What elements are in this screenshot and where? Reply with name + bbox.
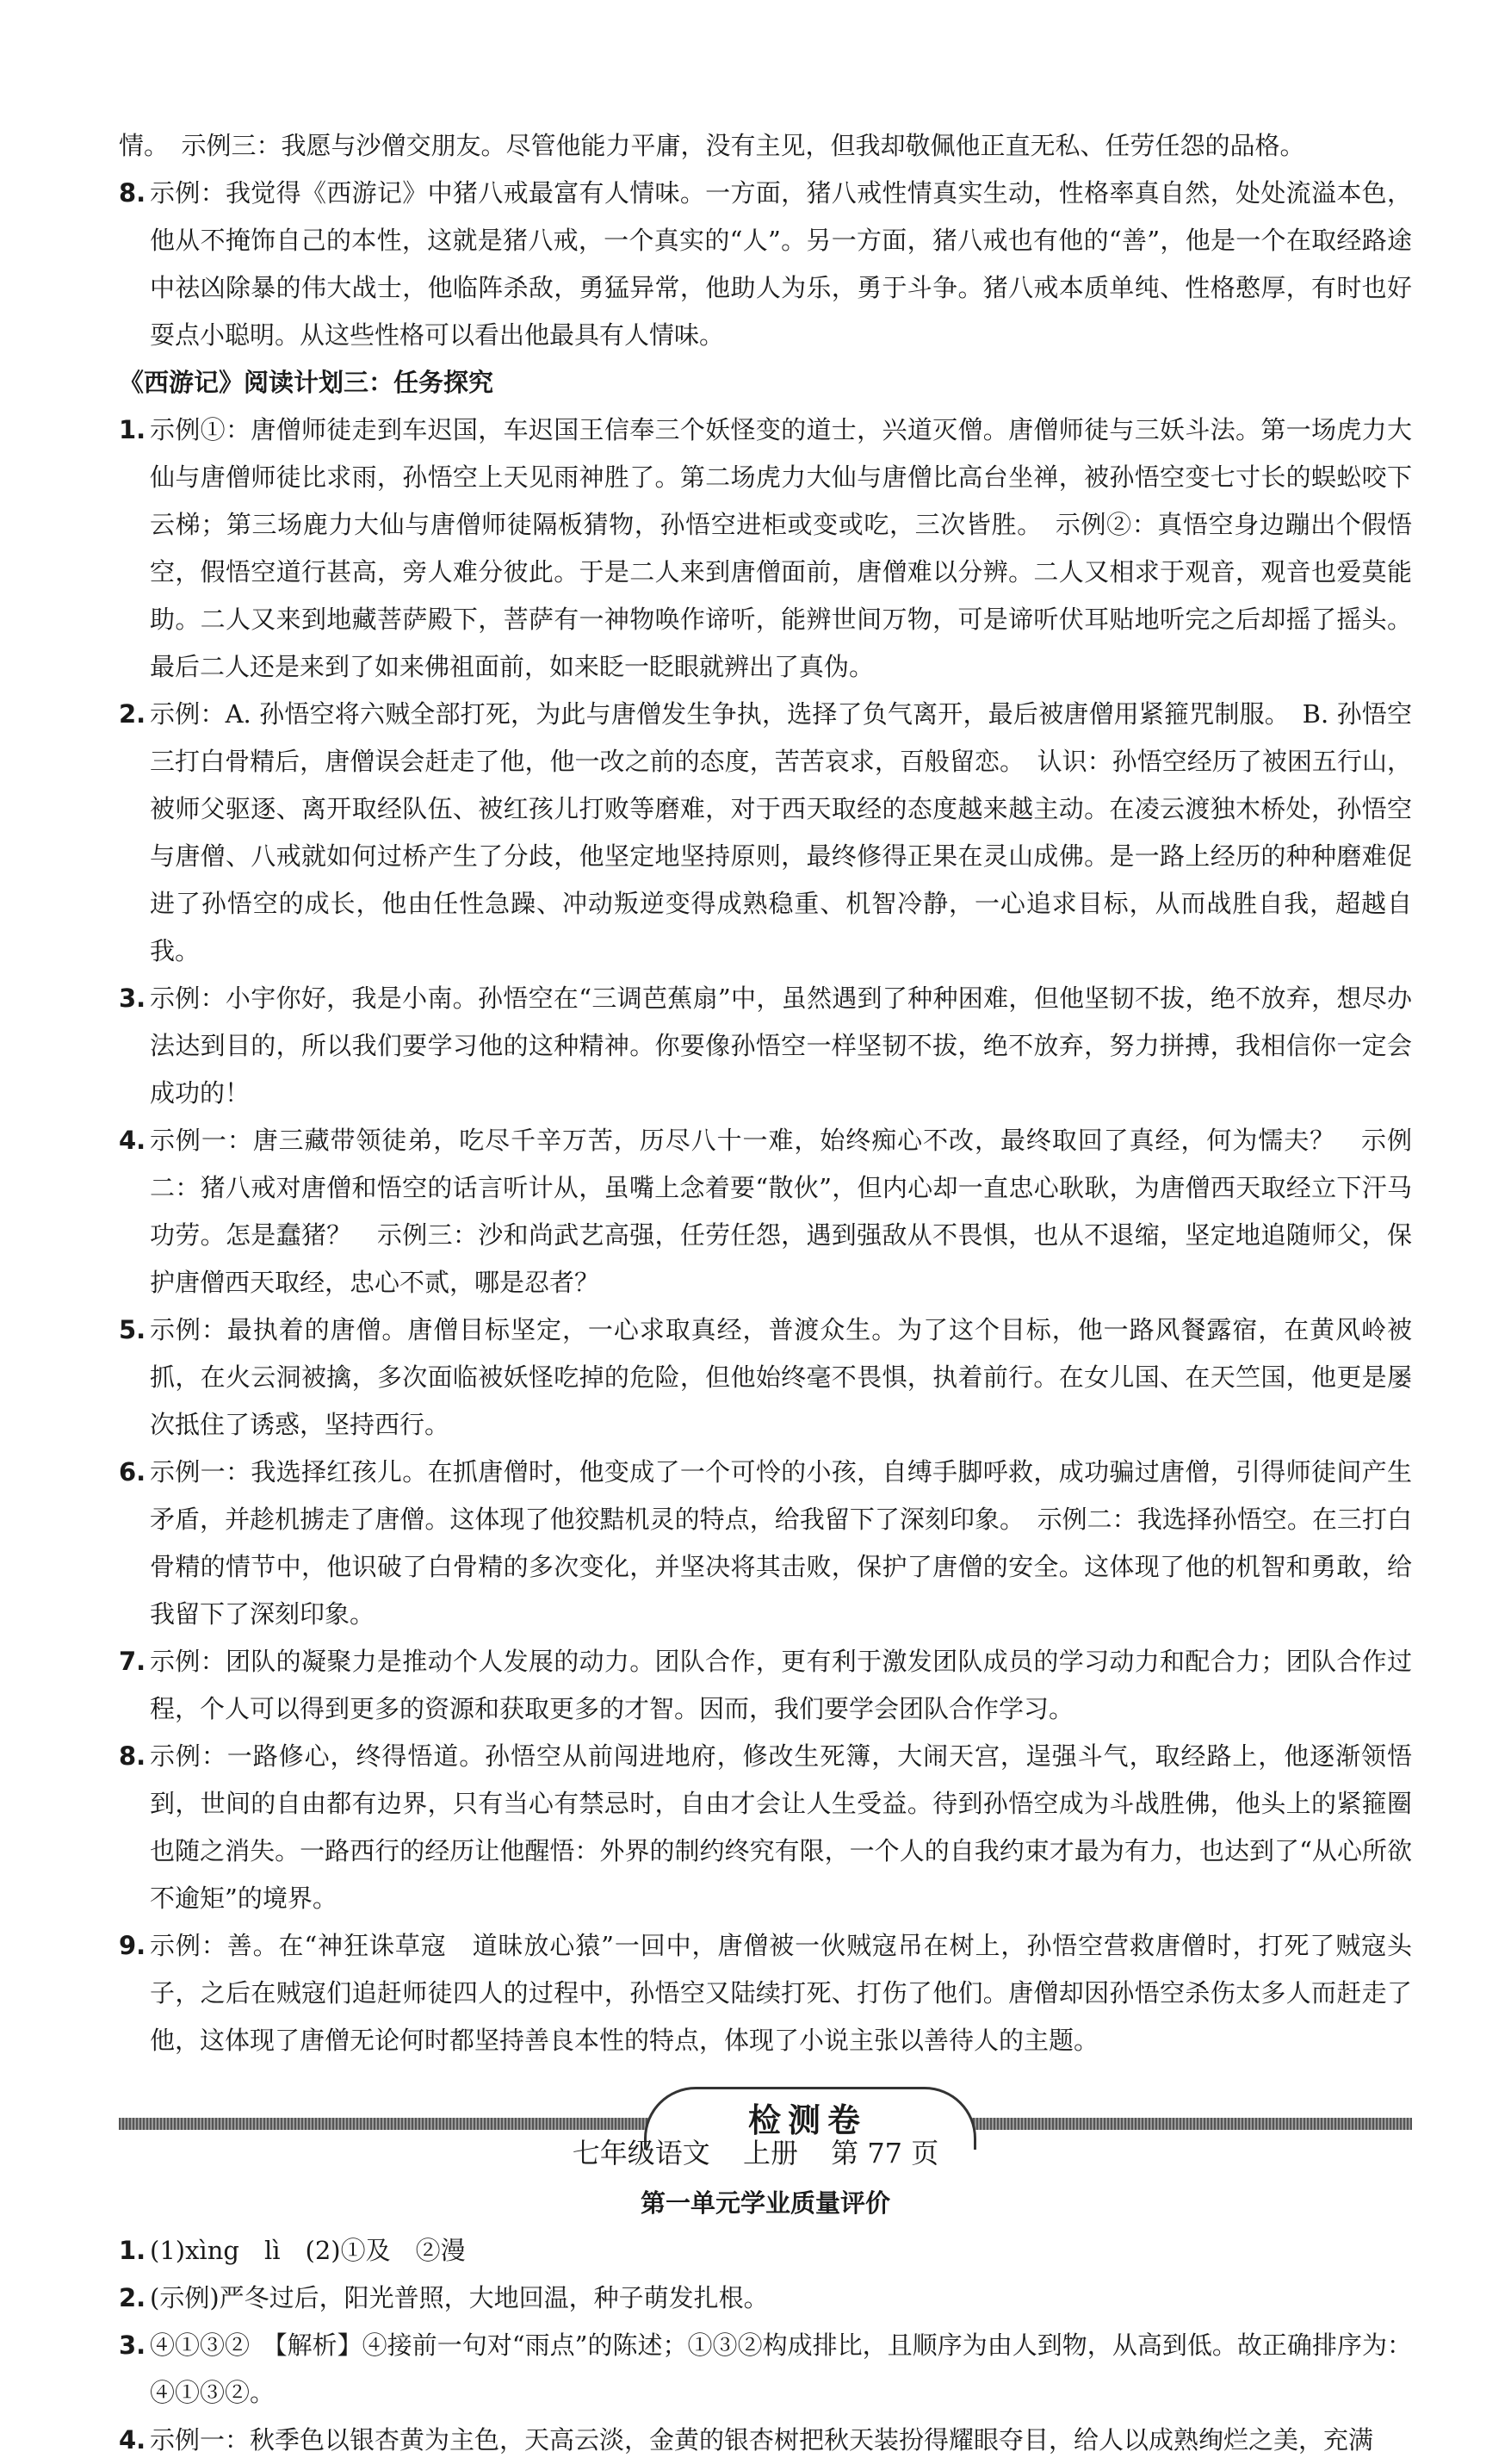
item-number: 1. (119, 2236, 146, 2265)
answer-item (119, 1117, 1412, 1306)
answer-item (119, 2322, 1412, 2417)
answer-item (119, 2275, 1412, 2322)
answer-item (119, 1449, 1412, 1638)
answer-item (119, 975, 1412, 1117)
answer-item (119, 1306, 1412, 1449)
item-number: 4. (119, 2425, 146, 2455)
unit-title: 第一单元学业质量评价 (640, 2188, 890, 2218)
item-text: 示例①：唐僧师徒走到车迟国，车迟国王信奉三个妖怪变的道士，兴道灭僧。唐僧师徒与三妖斗法。第一场虎力大仙与唐僧师徒比求雨，孙悟空上天见雨神胜了。第二场虎力大仙与唐僧比高台坐禅，被孙悟空变七寸长的蜈蚣咬下云梯；第三场鹿力大仙与唐僧师徒隔板猜物，孙悟空进柜或变或吃，三次皆胜。 示例②：真悟空身边蹦出个假悟空，假悟空道行甚高，旁人难分彼此。于是二人来到唐僧面前，唐僧难以分辨。二人又相求于观音，观音也爱莫能助。二人又来到地藏菩萨殿下，菩萨有一神物唤作谛听，能辨世间万物，可是谛听伏耳贴地听完之后却摇了摇头。最后二人还是来到了如来佛祖面前，如来眨一眨眼就辨出了真伪。 (150, 415, 1412, 681)
item-text: (1)xìng lì (2)①及 ②漫 (150, 2236, 466, 2265)
item-text: 示例：善。在“神狂诛草寇 道昧放心猿”一回中，唐僧被一伙贼寇吊在树上，孙悟空营救唐僧时，打死了贼寇头子，之后在贼寇们追赶师徒四人的过程中，孙悟空又陆续打死、打伤了他们。唐僧却因孙悟空杀伤太多人而赶走了他，这体现了唐僧无论何时都坚持善良本性的特点，体现了小说主张以善待人的主题。 (150, 1931, 1412, 2055)
item-number: 2. (119, 2283, 146, 2312)
answer-item-8-part1 (119, 170, 1412, 359)
item-text: (示例)严冬过后，阳光普照，大地回温，种子萌发扎根。 (150, 2283, 769, 2312)
item-number: 9. (119, 1931, 146, 1960)
section-heading: 《西游记》阅读计划三：任务探究 (119, 368, 494, 397)
answer-item (119, 1733, 1412, 1922)
page-content (119, 122, 1412, 2464)
answer-item (119, 1922, 1412, 2064)
footer-page-number: 第 77 页 (831, 2137, 939, 2169)
item-number: 4. (119, 1126, 146, 1155)
item-text: 示例：我觉得《西游记》中猪八戒最富有人情味。一方面，猪八戒性情真实生动，性格率真自然，处处流溢本色，他从不掩饰自己的本性，这就是猪八戒，一个真实的“人”。另一方面，猪八戒也有他的“善”，他是一个在取经路途中祛凶除暴的伟大战士，他临阵杀敌，勇猛异常，他助人为乐，勇于斗争。猪八戒本质单纯、性格憨厚，有时也好耍点小聪明。从这些性格可以看出他最具有人情味。 (150, 178, 1412, 350)
answer-item (119, 1638, 1412, 1733)
item-number: 8. (119, 178, 146, 208)
item-text: 示例：团队的凝聚力是推动个人发展的动力。团队合作，更有利于激发团队成员的学习动力和配合力；团队合作过程，个人可以得到更多的资源和获取更多的才智。因而，我们要学会团队合作学习。 (150, 1647, 1412, 1723)
answer-item (119, 2227, 1412, 2275)
answer-item (119, 2417, 1412, 2464)
banner-title: 检测卷 (747, 2101, 867, 2139)
item-text: ④①③② 【解析】④接前一句对“雨点”的陈述；①③②构成排比，且顺序为由人到物，从高到低。故正确排序为：④①③②。 (150, 2331, 1412, 2407)
item-text: 示例：最执着的唐僧。唐僧目标坚定，一心求取真经，普渡众生。为了这个目标，他一路风餐露宿，在黄风岭被抓，在火云洞被擒，多次面临被妖怪吃掉的危险，但他始终毫不畏惧，执着前行。在女儿国、在天竺国，他更是屡次抵住了诱惑，坚持西行。 (150, 1315, 1412, 1439)
item-text: 示例：小宇你好，我是小南。孙悟空在“三调芭蕉扇”中，虽然遇到了种种困难，但他坚韧不拔，绝不放弃，想尽办法达到目的，所以我们要学习他的这种精神。你要像孙悟空一样坚韧不拔，绝不放弃，努力拼搏，我相信你一定会成功的！ (150, 984, 1412, 1108)
footer-grade: 七年级语文 (572, 2137, 710, 2169)
page-footer (0, 2132, 1511, 2171)
item-number: 8. (119, 1741, 146, 1771)
item-text: 示例一：唐三藏带领徒弟，吃尽千辛万苦，历尽八十一难，始终痴心不改，最终取回了真经，何为懦夫？ 示例二：猪八戒对唐僧和悟空的话言听计从，虽嘴上念着要“散伙”，但内心却一直忠心耿耿，为唐僧西天取经立下汗马功劳。怎是蠢猪？ 示例三：沙和尚武艺高强，任劳任怨，遇到强敌从不畏惧，也从不退缩，坚定地追随师父，保护唐僧西天取经，忠心不贰，哪是忍者？ (150, 1126, 1412, 1297)
item-number: 3. (119, 2331, 146, 2360)
unit1-answer-list (119, 2227, 1412, 2464)
item-number: 3. (119, 984, 146, 1013)
item-number: 2. (119, 699, 146, 729)
item-number: 5. (119, 1315, 146, 1344)
item-number: 6. (119, 1457, 146, 1486)
item-number: 7. (119, 1647, 146, 1676)
item-number: 1. (119, 415, 146, 444)
continued-paragraph: 情。 示例三：我愿与沙僧交朋友。尽管他能力平庸，没有主见，但我却敬佩他正直无私、任劳任怨的品格。 (119, 131, 1305, 160)
footer-volume: 上册 (742, 2137, 798, 2169)
section3-answer-list (119, 407, 1412, 2064)
item-text: 示例一：我选择红孩儿。在抓唐僧时，他变成了一个可怜的小孩，自缚手脚呼救，成功骗过唐僧，引得师徒间产生矛盾，并趁机掳走了唐僧。这体现了他狡黠机灵的特点，给我留下了深刻印象。 示例二：我选择孙悟空。在三打白骨精的情节中，他识破了白骨精的多次变化，并坚决将其击败，保护了唐僧的安全。这体现了他的机智和勇敢，给我留下了深刻印象。 (150, 1457, 1412, 1629)
item-text: 示例：A. 孙悟空将六贼全部打死，为此与唐僧发生争执，选择了负气离开，最后被唐僧用紧箍咒制服。 B. 孙悟空三打白骨精后，唐僧误会赶走了他，他一改之前的态度，苦苦哀求，百般留恋。 认识：孙悟空经历了被困五行山，被师父驱逐、离开取经队伍、被红孩儿打败等磨难，对于西天取经的态度越来越主动。在凌云渡独木桥处，孙悟空与唐僧、八戒就如何过桥产生了分歧，他坚定地坚持原则，最终修得正果在灵山成佛。是一路上经历的种种磨难促进了孙悟空的成长，他由任性急躁、冲动叛逆变得成熟稳重、机智冷静，一心追求目标，从而战胜自我，超越自我。 (150, 699, 1412, 965)
answer-item (119, 691, 1412, 975)
item-text: 示例一：秋季色以银杏黄为主色，天高云淡，金黄的银杏树把秋天装扮得耀眼夺目，给人以成熟绚烂之美，充满 (150, 2425, 1374, 2455)
item-text: 示例：一路修心，终得悟道。孙悟空从前闯进地府，修改生死簿，大闹天宫，逞强斗气，取经路上，他逐渐领悟到，世间的自由都有边界，只有当心有禁忌时，自由才会让人生受益。待到孙悟空成为斗战胜佛，他头上的紧箍圈也随之消失。一路西行的经历让他醒悟：外界的制约终究有限，一个人的自我约束才最为有力，也达到了“从心所欲不逾矩”的境界。 (150, 1741, 1412, 1913)
answer-item (119, 407, 1412, 691)
